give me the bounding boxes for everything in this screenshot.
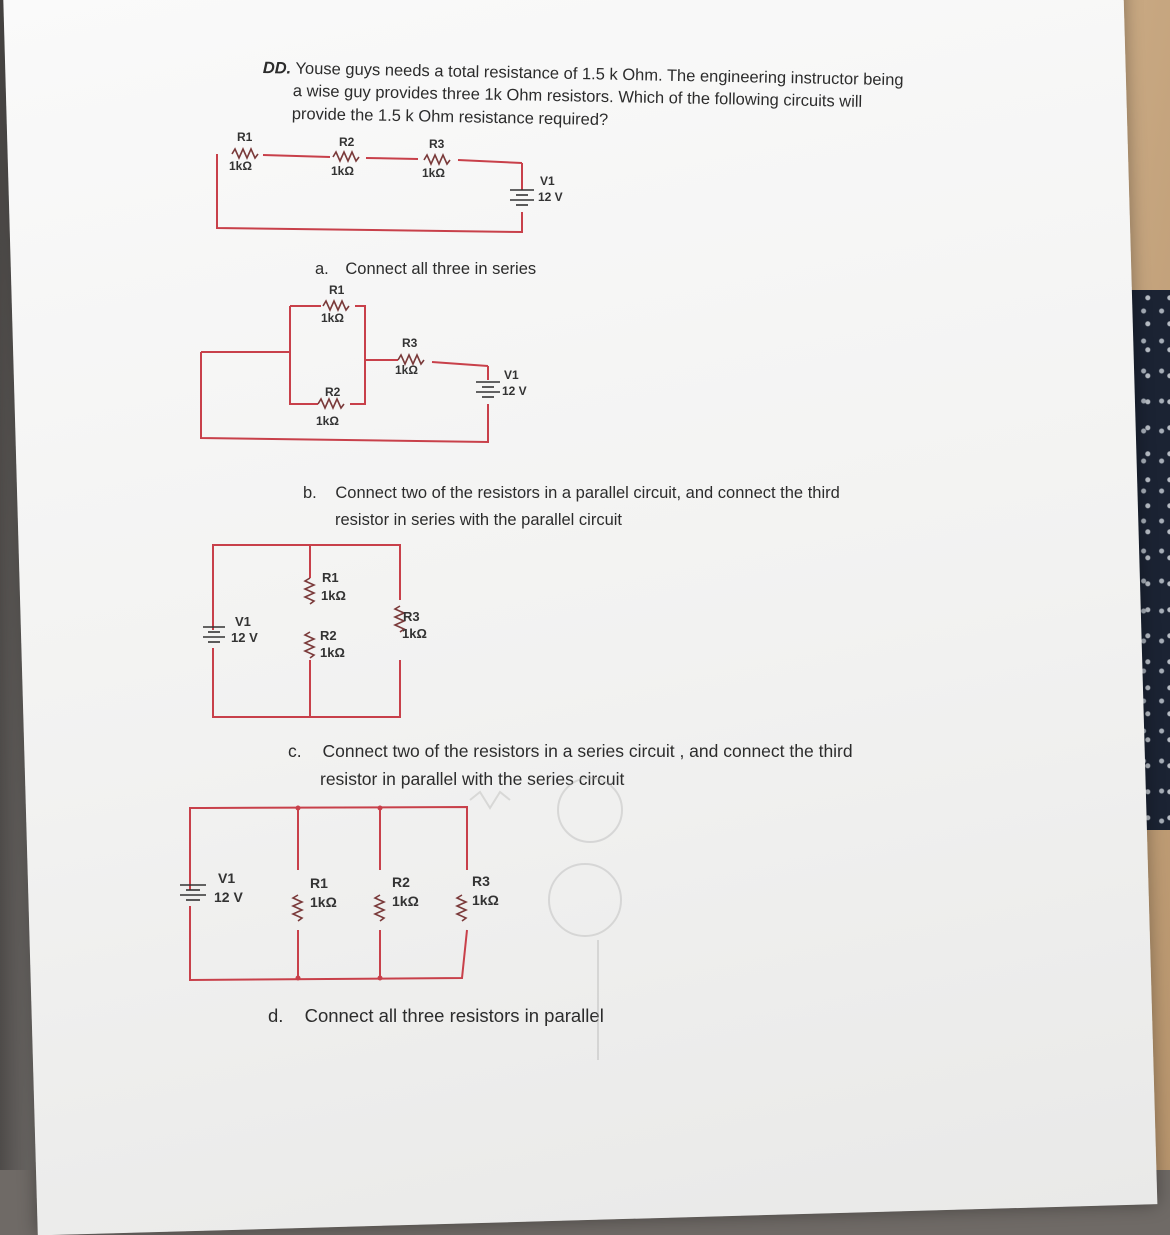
question-line-1: Youse guys needs a total resistance of 1.5 k Ohm. The engineering instructor being [295, 59, 904, 90]
option-c-text-2: resistor in parallel with the series circuit [320, 769, 625, 789]
circuit-a [201, 283, 527, 442]
option-d-text: Connect all three resistors in parallel [304, 1005, 604, 1026]
battery-v1-symbol [510, 190, 534, 205]
value-r2: 1kΩ [320, 645, 345, 660]
value-r2: 1kΩ [316, 414, 339, 428]
value-v1: 12 V [502, 384, 527, 398]
value-r2: 1kΩ [392, 893, 419, 909]
value-r2: 1kΩ [331, 164, 354, 178]
value-v1: 12 V [231, 630, 258, 645]
label-r3: R3 [472, 873, 490, 889]
label-v1: V1 [218, 870, 236, 886]
resistor-r3-symbol [457, 895, 466, 921]
resistor-r2-symbol [305, 632, 314, 658]
option-b-letter: b. [303, 484, 317, 502]
label-r1: R1 [237, 130, 253, 144]
option-b-text-2: resistor in series with the parallel circuit [335, 511, 623, 529]
label-r2: R2 [325, 385, 341, 399]
value-r1: 1kΩ [310, 894, 337, 910]
question-label: DD. [262, 58, 292, 78]
resistor-r2-symbol [333, 152, 359, 161]
option-d-letter: d. [268, 1005, 284, 1026]
resistor-r1-symbol [323, 301, 349, 310]
label-v1: V1 [504, 368, 519, 382]
battery-v1-symbol [476, 382, 500, 397]
value-v1: 12 V [538, 190, 563, 204]
option-a-text: Connect all three in series [345, 260, 537, 278]
question-line-3: provide the 1.5 k Ohm resistance required? [291, 104, 609, 130]
value-r1: 1kΩ [321, 588, 346, 603]
value-r3: 1kΩ [422, 166, 445, 180]
circuit-c [180, 806, 499, 981]
label-r2: R2 [392, 874, 410, 890]
label-r1: R1 [310, 875, 328, 891]
value-r3: 1kΩ [402, 626, 427, 641]
label-v1: V1 [540, 174, 555, 188]
label-r2: R2 [320, 628, 337, 643]
resistor-r1-symbol [305, 578, 314, 604]
label-r3: R3 [429, 137, 445, 151]
label-r1: R1 [322, 570, 339, 585]
value-r1: 1kΩ [321, 311, 344, 325]
value-r1: 1kΩ [229, 159, 252, 173]
label-r3: R3 [403, 609, 420, 624]
label-v1: V1 [235, 614, 251, 629]
value-r3: 1kΩ [472, 892, 499, 908]
resistor-r1-symbol [293, 895, 302, 921]
label-r2: R2 [339, 135, 355, 149]
resistor-r2-symbol [318, 399, 344, 408]
circuit-b [203, 545, 427, 717]
label-r3: R3 [402, 336, 418, 350]
bleed-through-marks [470, 778, 622, 1060]
label-r1: R1 [329, 283, 345, 297]
resistor-r2-symbol [375, 895, 384, 921]
resistor-r3-symbol [424, 155, 450, 164]
option-c-letter: c. [288, 741, 302, 761]
option-c-text-1: Connect two of the resistors in a series circuit , and connect the third [322, 741, 853, 761]
resistor-r1-symbol [232, 149, 258, 158]
option-b-text-1: Connect two of the resistors in a parallel circuit, and connect the third [335, 484, 840, 502]
option-a-letter: a. [315, 260, 329, 278]
value-r3: 1kΩ [395, 363, 418, 377]
circuit-dd-series [217, 130, 563, 232]
battery-v1-symbol [180, 885, 206, 900]
value-v1: 12 V [214, 889, 243, 905]
question-line-2: a wise guy provides three 1k Ohm resistors. Which of the following circuits will [292, 81, 863, 111]
